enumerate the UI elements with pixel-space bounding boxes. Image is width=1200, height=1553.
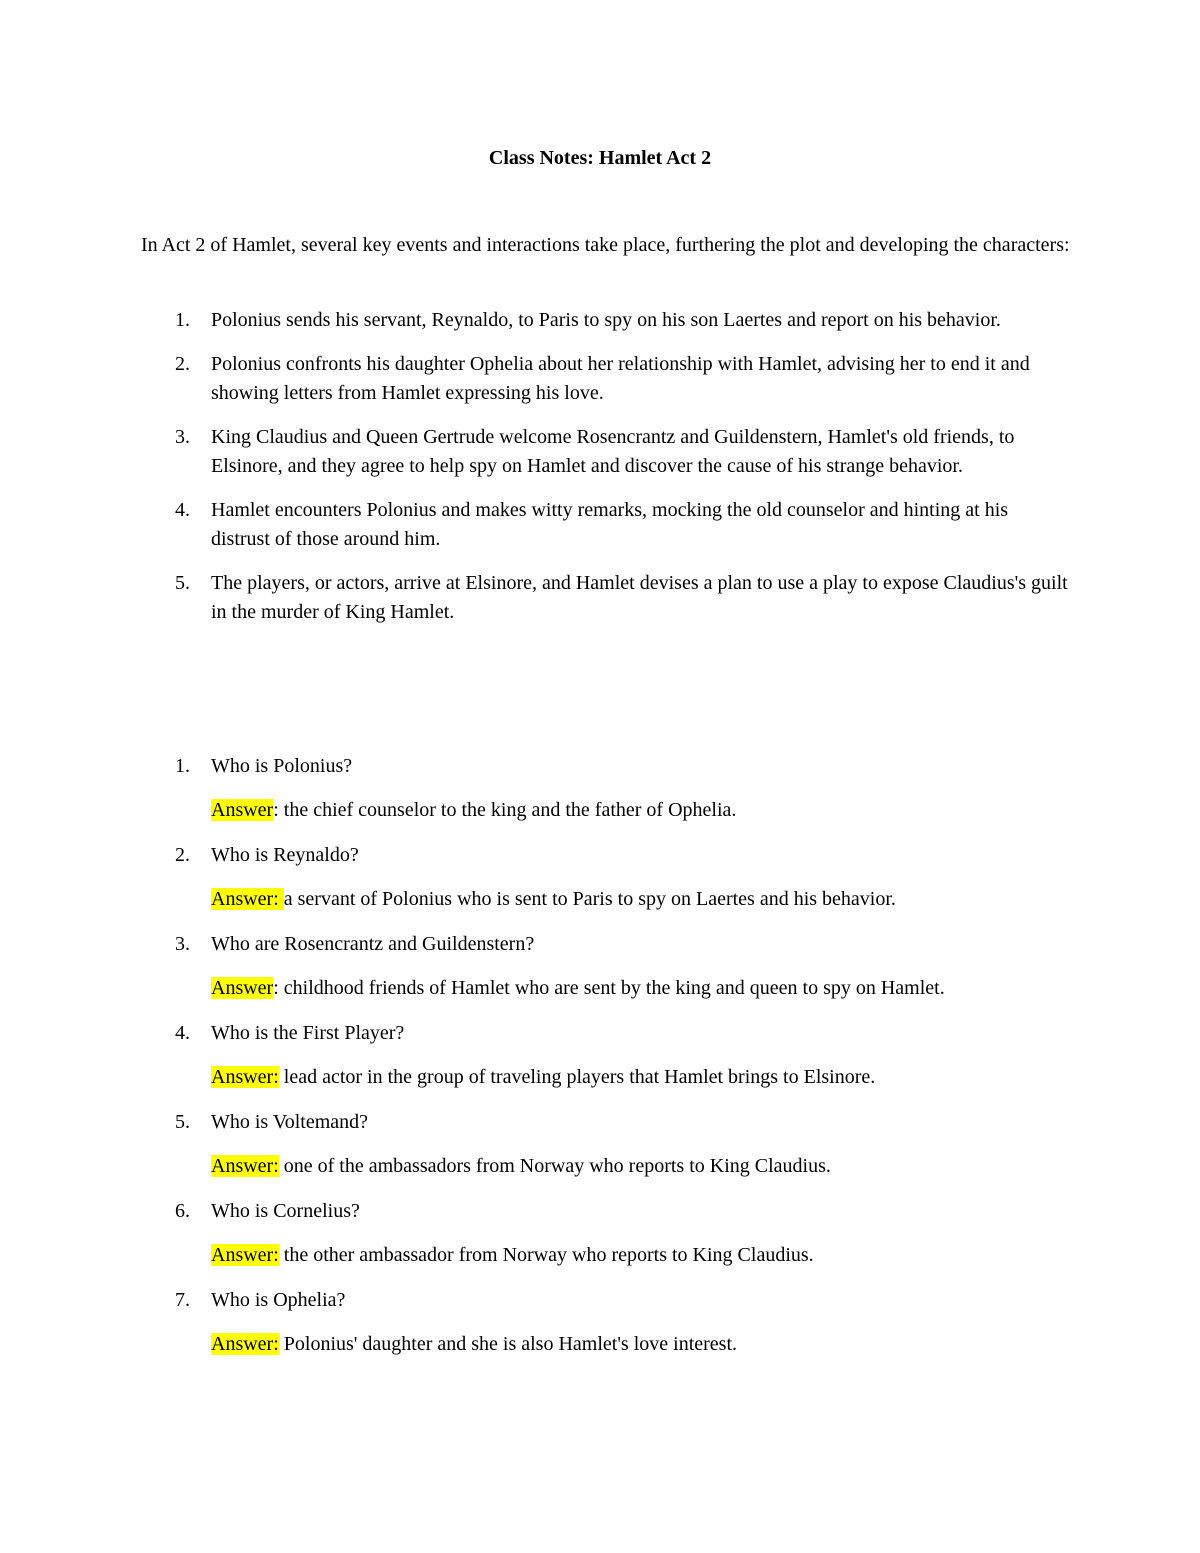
answer-line (211, 796, 1071, 825)
event-text: Polonius confronts his daughter Ophelia about her relationship with Hamlet, advising her to end it and showing letters from Hamlet expressing his love. (211, 353, 1030, 404)
answer-line (211, 1330, 1071, 1359)
list-number: 4. (175, 1022, 190, 1044)
answer-text: one of the ambassadors from Norway who reports to King Claudius. (278, 1155, 831, 1177)
answer-text: a servant of Polonius who is sent to Paris to spy on Laertes and his behavior. (283, 888, 896, 910)
question-text: Who is Ophelia? (211, 1289, 346, 1311)
answer-text: the other ambassador from Norway who reports to King Claudius. (278, 1244, 814, 1266)
question-item (141, 1019, 1071, 1092)
list-number: 1. (175, 309, 190, 331)
events-list (141, 306, 1071, 642)
question-text: Who is the First Player? (211, 1022, 405, 1044)
answer-label: Answer: (211, 1333, 279, 1355)
question-text: Who is Reynaldo? (211, 844, 359, 866)
list-item (141, 496, 1071, 554)
question-item (141, 1108, 1071, 1181)
list-number: 5. (175, 572, 190, 594)
list-item (141, 306, 1071, 335)
answer-text: Polonius' daughter and she is also Hamlet's love interest. (278, 1333, 738, 1355)
answer-label: Answer: (211, 888, 284, 910)
document-title: Class Notes: Hamlet Act 2 (488, 147, 712, 169)
answer-label: Answer: (211, 1155, 279, 1177)
answer-line (211, 1063, 1071, 1092)
question-item (141, 752, 1071, 825)
question-text: Who are Rosencrantz and Guildenstern? (211, 933, 535, 955)
list-item (141, 423, 1071, 481)
list-number: 5. (175, 1111, 190, 1133)
answer-line (211, 1152, 1071, 1181)
list-number: 3. (175, 933, 190, 955)
event-text: Polonius sends his servant, Reynaldo, to Paris to spy on his son Laertes and report on his behavior. (211, 309, 1001, 331)
question-text: Who is Polonius? (211, 755, 353, 777)
questions-list (141, 752, 1071, 1375)
list-number: 4. (175, 499, 190, 521)
list-item (141, 350, 1071, 408)
list-number: 2. (175, 844, 190, 866)
answer-line (211, 885, 1071, 914)
event-text: Hamlet encounters Polonius and makes witty remarks, mocking the old counselor and hinting at his distrust of those around him. (211, 499, 1009, 550)
answer-text: : childhood friends of Hamlet who are sent by the king and queen to spy on Hamlet. (273, 977, 945, 999)
answer-label: Answer: (211, 1244, 279, 1266)
list-number: 3. (175, 426, 190, 448)
answer-label: Answer (211, 977, 274, 999)
event-text: The players, or actors, arrive at Elsinore, and Hamlet devises a plan to use a play to expose Claudius's guilt in the murder of King Hamlet. (211, 572, 1068, 623)
list-number: 1. (175, 755, 190, 777)
answer-label: Answer: (211, 1066, 279, 1088)
answer-line (211, 974, 1071, 1003)
question-text: Who is Voltemand? (211, 1111, 369, 1133)
list-number: 2. (175, 353, 190, 375)
event-text: King Claudius and Queen Gertrude welcome Rosencrantz and Guildenstern, Hamlet's old friends, to Elsinore, and they agree to help spy on Hamlet and discover the cause of his strange behavior. (211, 426, 1015, 477)
list-item (141, 569, 1071, 627)
answer-text: lead actor in the group of traveling players that Hamlet brings to Elsinore. (278, 1066, 876, 1088)
list-number: 7. (175, 1289, 190, 1311)
list-number: 6. (175, 1200, 190, 1222)
question-item (141, 930, 1071, 1003)
answer-line (211, 1241, 1071, 1270)
answer-text: : the chief counselor to the king and the father of Ophelia. (273, 799, 737, 821)
answer-label: Answer (211, 799, 274, 821)
question-item (141, 1197, 1071, 1270)
question-item (141, 841, 1071, 914)
question-item (141, 1286, 1071, 1359)
question-text: Who is Cornelius? (211, 1200, 360, 1222)
intro-paragraph: In Act 2 of Hamlet, several key events and interactions take place, furthering the plot and developing the characters: (141, 234, 1070, 256)
